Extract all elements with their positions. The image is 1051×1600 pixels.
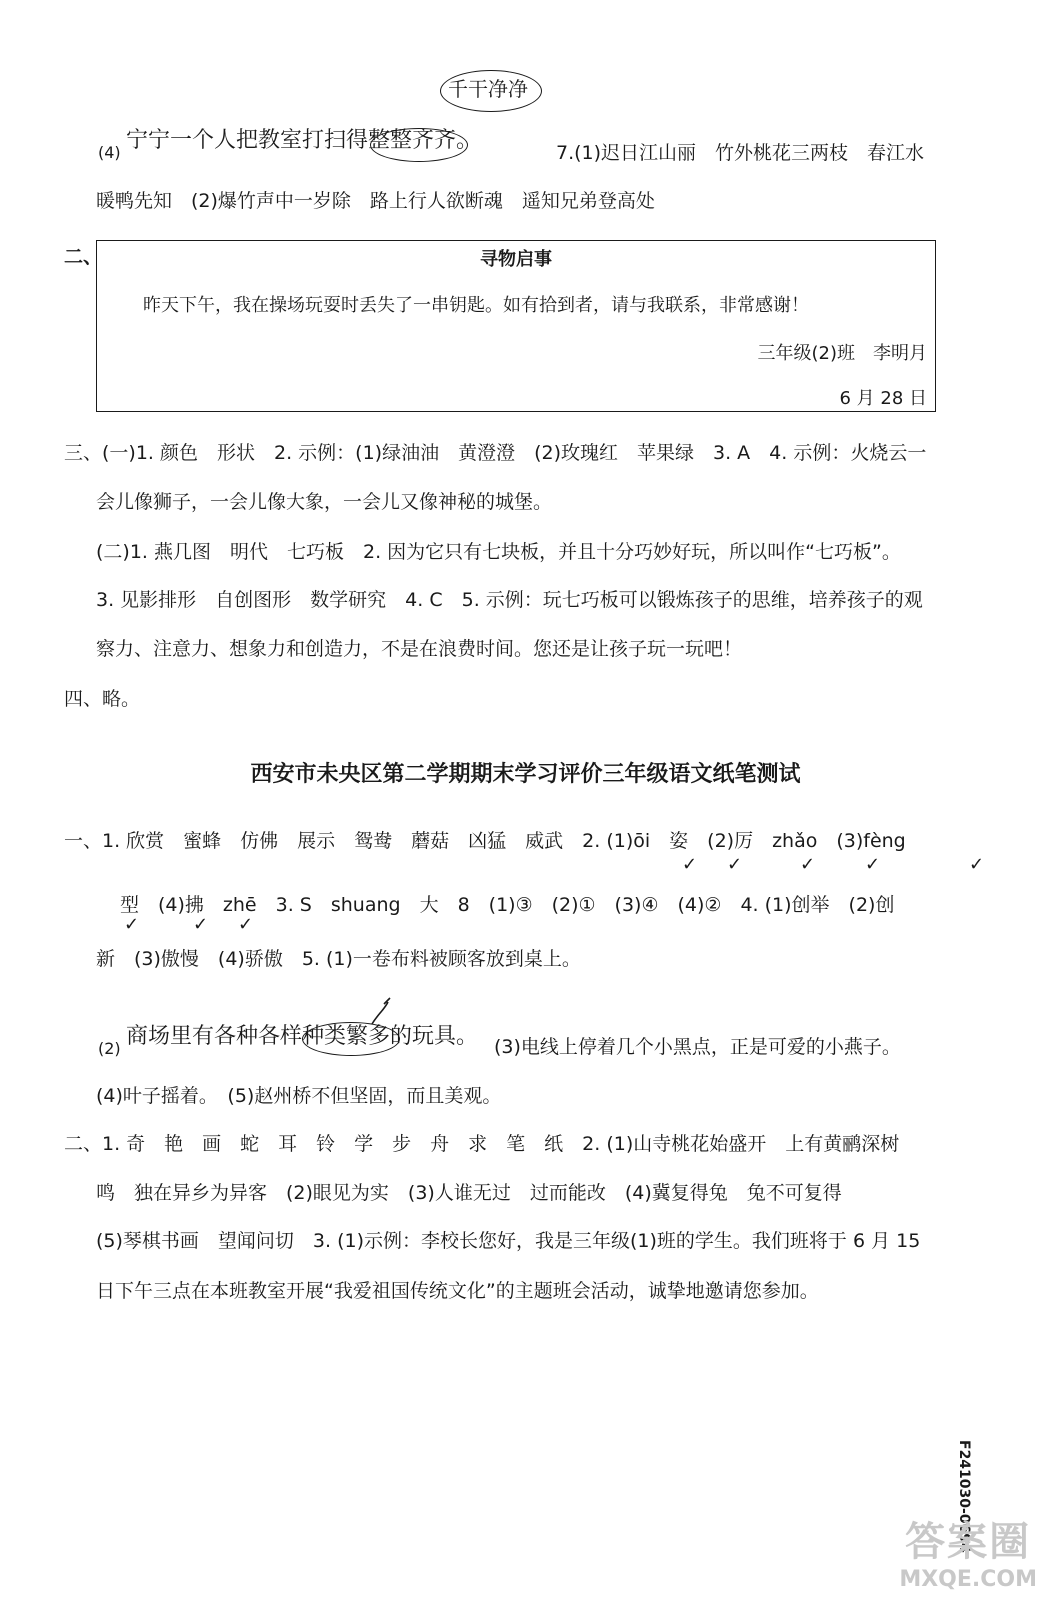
exam-line8: (5)琴棋书画 望闻问切 3. (1)示例：李校长您好，我是三年级(1)班的学生。我们班将于 6 月 15 [96,1230,921,1252]
section-3-line4: 3. 见影排形 自创图形 数学研究 4. C 5. 示例：玩七巧板可以锻炼孩子的思维，培养孩子的观 [96,589,923,611]
insert-mark-icon [368,996,398,1026]
q7-line1: 7.(1)迟日江山丽 竹外桃花三两枝 春江水 [556,142,925,164]
exam-line4-label: (2) [98,1039,121,1058]
exam-line6: 二、1. 奇 艳 画 蛇 耳 铃 学 步 舟 求 笔 纸 2. (1)山寺桃花始盛开 上有黄鹂深树 [64,1133,900,1155]
section-3-line1: 三、(一)1. 颜色 形状 2. 示例：(1)绿油油 黄澄澄 (2)玫瑰红 苹果绿 3. A 4. 示例：火烧云一 [64,442,927,464]
section-3-line3: (二)1. 燕几图 明代 七巧板 2. 因为它只有七块板，并且十分巧妙好玩，所以叫作“七巧板”。 [96,541,901,563]
check-mark-icon: ✓ [800,854,816,875]
section-4-line: 四、略。 [64,688,141,710]
document-code: F241030-0694 [956,1440,972,1553]
exam-line2: 型 (4)拂 zhē 3. S shuang 大 8 (1)③ (2)① (3)④ (4)② 4. (1)创举 (2)创 [120,894,895,916]
exam-line7: 鸣 独在异乡为异客 (2)眼见为实 (3)人谁无过 过而能改 (4)冀复得兔 兔不可复得 [96,1182,842,1204]
check-mark-icon: ✓ [238,914,254,935]
exam-line1: 一、1. 欣赏 蜜蜂 仿佛 展示 鸳鸯 蘑菇 凶猛 威武 2. (1)ōi 姿 (2)厉 zhǎo (3)fèng [64,830,906,852]
section-3-line5: 察力、注意力、想象力和创造力，不是在浪费时间。您还是让孩子玩一玩吧！ [96,638,743,660]
q4-label: (4) [98,143,121,162]
check-mark-icon: ✓ [193,914,209,935]
annotation-correction: 千干净净 [448,77,528,101]
q7-line2: 暖鸭先知 (2)爆竹声中一岁除 路上行人欲断魂 遥知兄弟登高处 [96,190,655,212]
q4-sentence: 宁宁一个人把教室打扫得整整齐齐。 [126,128,479,153]
notice-body: 昨天下午，我在操场玩耍时丢失了一串钥匙。如有拾到者，请与我联系，非常感谢！ [143,295,809,316]
check-mark-icon: ✓ [124,914,140,935]
check-mark-icon: ✓ [682,854,698,875]
exam-line5: (4)叶子摇着。 (5)赵州桥不但坚固，而且美观。 [96,1085,502,1107]
notice-signature: 三年级(2)班 李明月 [757,343,927,364]
notice-date: 6 月 28 日 [839,388,927,409]
check-mark-icon: ✓ [727,854,743,875]
annotation-ellipse-exam [302,1022,400,1056]
section-3-line2: 会儿像狮子，一会儿像大象，一会儿又像神秘的城堡。 [96,491,553,513]
exam-title: 西安市未央区第二学期期末学习评价三年级语文纸笔测试 [250,762,801,787]
check-mark-icon: ✓ [865,854,881,875]
watermark-logo [899,1510,1037,1592]
exam-line4-sentence: 商场里有各种各样种类繁多的玩具。 [126,1024,479,1049]
check-mark-icon: ✓ [969,854,985,875]
exam-line9: 日下午三点在本班教室开展“我爱祖国传统文化”的主题班会活动，诚挚地邀请您参加。 [96,1280,819,1302]
exam-line4-rest: (3)电线上停着几个小黑点，正是可爱的小燕子。 [494,1036,901,1058]
watermark-text: 答案圈 [905,1519,1032,1565]
section-2-label: 二、 [64,246,103,268]
lost-notice-box [96,240,936,412]
notice-title: 寻物启事 [480,249,552,270]
watermark-url: MXQE.COM [899,1567,1037,1592]
annotation-ellipse-q4 [370,128,468,162]
exam-line3: 新 (3)傲慢 (4)骄傲 5. (1)一卷布料被顾客放到桌上。 [96,948,581,970]
